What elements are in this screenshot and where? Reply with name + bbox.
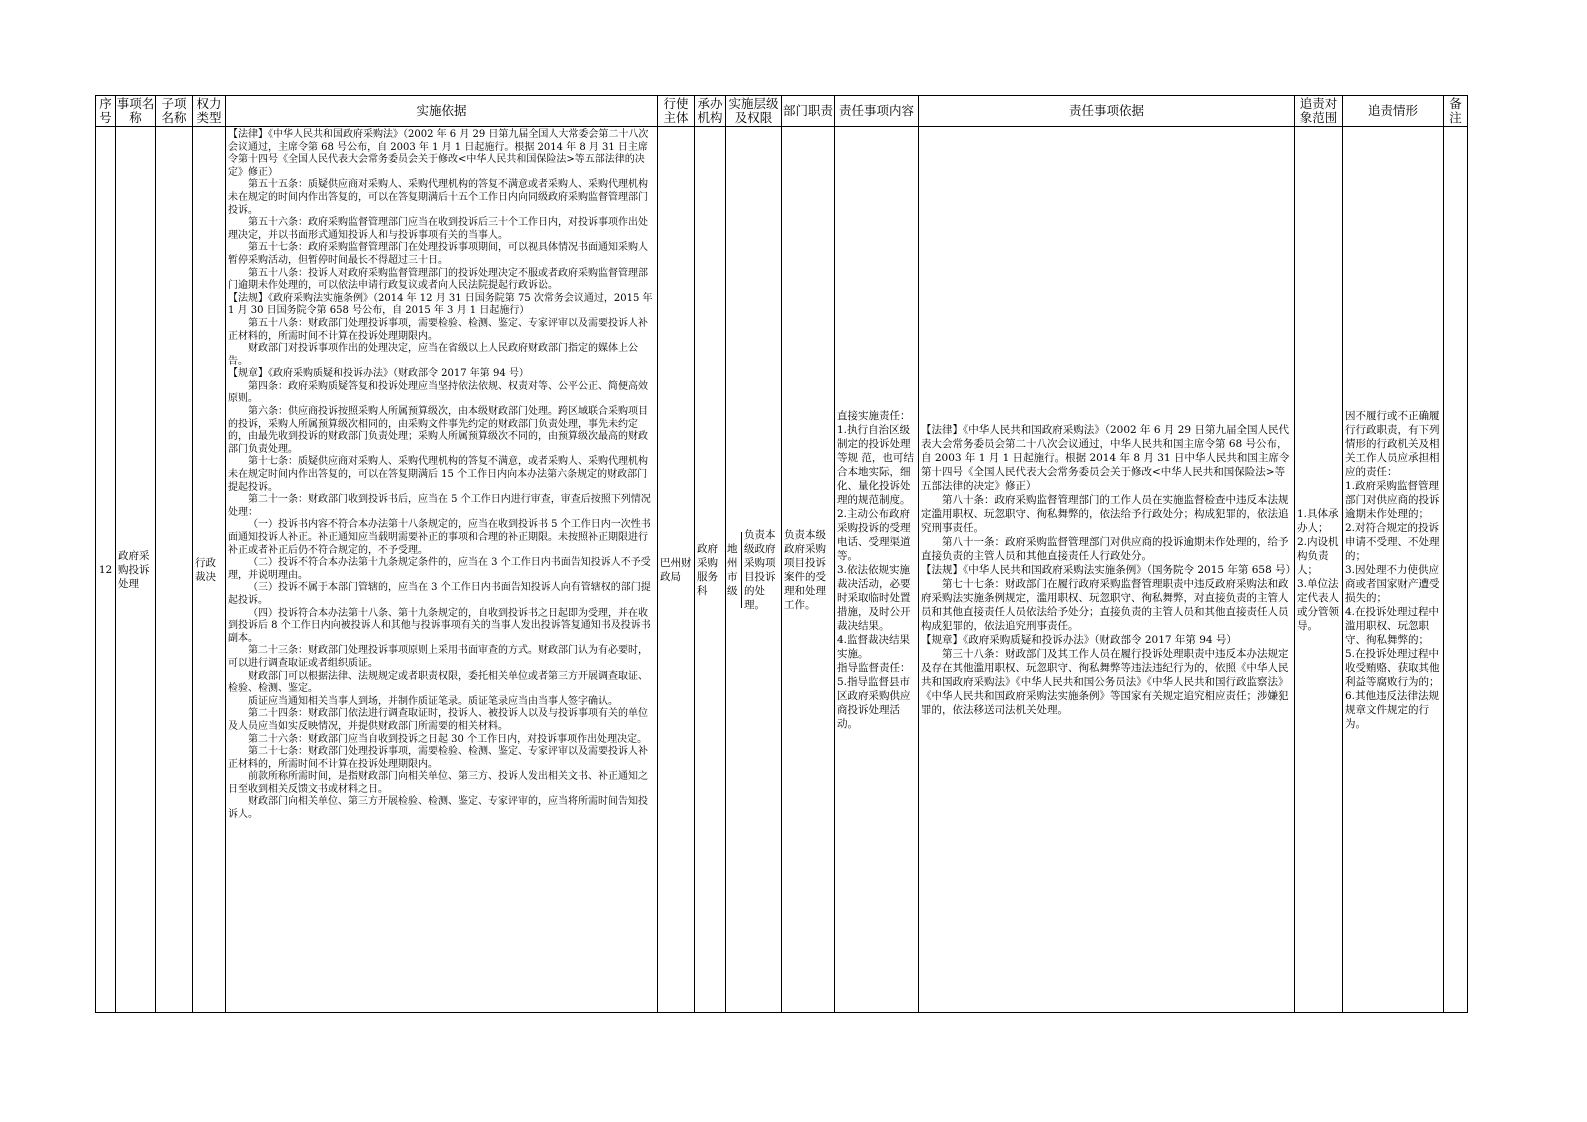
cell-subject: 巴州财政局 — [660, 556, 692, 583]
paragraph: 第四条：政府采购质疑答复和投诉处理应当坚持依法依规、权责对等、公平公正、简便高效原则。 — [228, 380, 648, 405]
cell-basis — [226, 127, 657, 824]
cell-resp-content: 直接实施责任： 1.执行自治区级制定的投诉处理等规 范，也可结合本地实际，细化、量化投诉处理的规范制度。 2.主动公布政府采购投诉的受理电话、受理渠道等。 3.依法依规实施裁决活动，必要时采取临时处置措施，及时公开裁决结果。 4.监督裁决结果实施。 指导监督责任： 5.指导监督县市区政府采购供应商投诉处理活动。 — [837, 409, 914, 730]
paragraph: 【法规】《政府采购法实施条例》（2014 年 12 月 31 日国务院第 75 次常务会议通过，2015 年 1 月 30 日国务院令第 658 号公布，自 2015 年 3 月 1 日起施行） — [228, 292, 656, 317]
paragraph: 第七十七条：财政部门在履行政府采购监督管理职责中违反政府采购法和政府采购法实施条例规定，滥用职权、玩忽职守、徇私舞弊，对直接负责的主管人员和其他直接责任人员依法给予处分；直接负责的主管人员和其他直接责任人员构成犯罪的，依法追究刑事责任。 — [921, 577, 1289, 632]
header-level: 实施层级及权限 — [726, 96, 782, 127]
paragraph: 第八十条：政府采购监督管理部门的工作人员在实施监督检查中违反本法规定滥用职权、玩忽职守、徇私舞弊的，依法给予行政处分；构成犯罪的，依法追究刑事责任。 — [921, 493, 1289, 534]
cell-level-detail: 负责本级政府采购项目投诉的处理。 — [744, 528, 776, 611]
paragraph: 第五十六条：政府采购监督管理部门应当在收到投诉后三十个工作日内，对投诉事项作出处理决定，并以书面形式通知投诉人和与投诉事项有关的当事人。 — [228, 217, 648, 241]
paragraph: 【法律】《中华人民共和国政府采购法》（2002 年 6 月 29 日第九届全国人民代表大会常务委员会第二十八次会议通过，中华人民共和国主席令第 68 号公布，自 2003 年 1 月 1 日起施行。根据 2014 年 8 月 31 日中华人民共和国主席令第十四号《全国人民代表大会常务委员会关于修改<中华人民共和国保险法>等五部法律的决定》修正） — [921, 423, 1290, 492]
cell-level: 地州市级 — [726, 532, 742, 608]
paragraph: 第五十八条：投诉人对政府采购监督管理部门的投诉处理决定不服或者政府采购监督管理部门逾期未作处理的，可以依法申请行政复议或者向人民法院提起行政诉讼。 — [228, 267, 648, 292]
paragraph: 【规章】《政府采购质疑和投诉办法》（财政部令 2017 年第 94 号） — [921, 633, 1237, 646]
paragraph: 前款所称所需时间，是指财政部门向相关单位、第三方、投诉人发出相关文书、补正通知之日至收到相关反馈文书或材料之日。 — [228, 771, 648, 795]
header-resp-basis: 责任事项依据 — [919, 96, 1295, 127]
header-resp-content: 责任事项内容 — [835, 96, 919, 127]
paragraph: 第五十八条：财政部门处理投诉事项，需要检验、检测、鉴定、专家评审以及需要投诉人补正材料的，所需时间不计算在投诉处理期限内。 — [228, 317, 648, 342]
cell-accountability-scope: 1.具体承办人； 2.内设机构负责人； 3.单位法定代表人或分管领导。 — [1297, 507, 1339, 632]
header-agency: 承办机构 — [695, 96, 726, 127]
paragraph: 【规章】《政府采购质疑和投诉办法》（财政部令 2017 年第 94 号） — [228, 368, 529, 380]
paragraph: 第二十一条：财政部门收到投诉书后，应当在 5 个工作日内进行审查，审查后按照下列情况处理： — [228, 494, 651, 518]
paragraph: 第二十四条：财政部门依法进行调查取证时，投诉人、被投诉人以及与投诉事项有关的单位及人员应当如实反映情况，并提供财政部门所需要的相关材料。 — [228, 708, 648, 732]
paragraph: 【法规】《中华人民共和国政府采购法实施条例》（国务院令 2015 年第 658 号） — [921, 563, 1297, 576]
cell-agency: 政府采购服务科 — [697, 542, 718, 597]
cell-power-type: 行政裁决 — [195, 556, 216, 583]
paragraph: 第二十七条：财政部门处理投诉事项，需要检验、检测、鉴定、专家评审以及需要投诉人补正材料的，所需时间不计算在投诉处理期限内。 — [228, 746, 648, 770]
header-subject: 行使主体 — [658, 96, 695, 127]
paragraph: （四）投诉符合本办法第十八条、第十九条规定的，自收到投诉书之日起即为受理，并在收到投诉后 8 个工作日内向被投诉人和其他与投诉事项有关的当事人发出投诉答复通知书及投诉书副本。 — [228, 607, 651, 644]
paragraph: 财政部门可以根据法律、法规规定或者职责权限，委托相关单位或者第三方开展调查取证、检验、检测、鉴定。 — [228, 670, 648, 695]
header-row — [96, 96, 1468, 127]
header-duty: 部门职责 — [782, 96, 835, 127]
header-accountability-scope: 追责对象范围 — [1295, 96, 1343, 127]
cell-accountability-cases: 因不履行或不正确履行行政职责，有下列情形的行政机关及相关工作人员应承担相应的责任： 1.政府采购监督管理部门对供应商的投诉逾期未作处理的； 2.对符合规定的投诉申请不受理、不处理的； 3.因处理不力使供应商或者国家财产遭受损失的； 4.在投诉处理过程中滥用职权、玩忽职守、徇私舞弊的； 5.在投诉处理过程中收受贿赂、获取其他利益等腐败行为的； 6.其他违反法律法规规章文件规定的行为。 — [1345, 409, 1440, 730]
paragraph: 第六条：供应商投诉按照采购人所属预算级次，由本级财政部门处理。跨区域联合采购项目的投诉，采购人所属预算级次相同的，由采购文件事先约定的财政部门负责处理，事先未约定的，由最先收到投诉的财政部门负责处理；采购人所属预算级次不同的，由预算级次最高的财政部门负责处理。 — [228, 406, 648, 455]
paragraph: 第八十一条：政府采购监督管理部门对供应商的投诉逾期未作处理的，给予直接负责的主管人员和其他直接责任人行政处分。 — [921, 535, 1289, 562]
header-seq: 序号 — [96, 96, 116, 127]
header-accountability-cases: 追责情形 — [1343, 96, 1444, 127]
table-row — [96, 127, 1468, 1013]
cell-resp-basis — [919, 421, 1297, 719]
paragraph: 第二十六条：财政部门应当自收到投诉之日起 30 个工作日内，对投诉事项作出处理决定。 — [248, 733, 648, 745]
paragraph: 第五十五条：质疑供应商对采购人、采购代理机构的答复不满意或者采购人、采购代理机构未在规定的时间内作出答复的，可以在答复期满后十五个工作日内向同级政府采购监督管理部门投诉。 — [228, 179, 648, 216]
header-power-type: 权力类型 — [193, 96, 226, 127]
paragraph: 第二十三条：财政部门处理投诉事项原则上采用书面审查的方式。财政部门认为有必要时，可以进行调查取证或者组织质证。 — [228, 645, 648, 669]
paragraph: 第三十八条：财政部门及其工作人员在履行投诉处理职责中违反本办法规定及存在其他滥用职权、玩忽职守、徇私舞弊等违法违纪行为的，依照《中华人民共和国政府采购法》《中华人民共和国公务员法》《中华人民共和国行政监察法》《中华人民共和国政府采购法实施条例》等国家有关规定追究相应责任；涉嫌犯罪的，依法移送司法机关处理。 — [921, 647, 1289, 716]
header-basis: 实施依据 — [226, 96, 658, 127]
paragraph: （二）投诉不符合本办法第十九条规定条件的，应当在 3 个工作日内书面告知投诉人不予受理，并说明理由。 — [228, 557, 651, 581]
cell-item-name: 政府采购投诉处理 — [118, 549, 150, 590]
paragraph: 财政部门对投诉事项作出的处理决定，应当在省级以上人民政府财政部门指定的媒体上公告。 — [228, 343, 638, 367]
paragraph: （一）投诉书内容不符合本办法第十八条规定的，应当在收到投诉书 5 个工作日内一次性书面通知投诉人补正。补正通知应当载明需要补正的事项和合理的补正期限。未按照补正期限进行补正或者补正后仍不符合规定的，不予受理。 — [228, 519, 651, 556]
header-sub-name: 子项名称 — [156, 96, 193, 127]
header-item-name: 事项名称 — [116, 96, 155, 125]
paragraph: 第五十七条：政府采购监督管理部门在处理投诉事项期间，可以视具体情况书面通知采购人暂停采购活动，但暂停时间最长不得超过三十日。 — [228, 242, 648, 266]
header-remarks: 备注 — [1444, 96, 1468, 127]
paragraph: 【法律】《中华人民共和国政府采购法》（2002 年 6 月 29 日第九届全国人大常委会第二十八次会议通过，主席令第 68 号公布，自 2003 年 1 月 1 日起施行。根据 2014 年 8 月 31 日主席令第十四号《全国人民代表大会常务委员会关于修改<中华人民共和国保险法>等五部法律的决定》修正） — [228, 129, 649, 178]
cell-seq: 12 — [98, 563, 113, 576]
responsibility-table — [95, 95, 1468, 1013]
paragraph: 第十七条：质疑供应商对采购人、采购代理机构的答复不满意，或者采购人、采购代理机构未在规定时间内作出答复的，可以在答复期满后 15 个工作日内向本办法第六条规定的财政部门提起投诉。 — [228, 456, 648, 493]
paragraph: 质证应当通知相关当事人到场，并制作质证笔录。质证笔录应当由当事人签字确认。 — [248, 695, 618, 707]
cell-duty: 负责本级政府采购项目投诉案件的受理和处理工作。 — [784, 528, 826, 611]
paragraph: （三）投诉不属于本部门管辖的，应当在 3 个工作日内书面告知投诉人向有管辖权的部门提起投诉。 — [228, 582, 651, 606]
paragraph: 财政部门向相关单位、第三方开展检验、检测、鉴定、专家评审的，应当将所需时间告知投诉人。 — [228, 796, 648, 821]
